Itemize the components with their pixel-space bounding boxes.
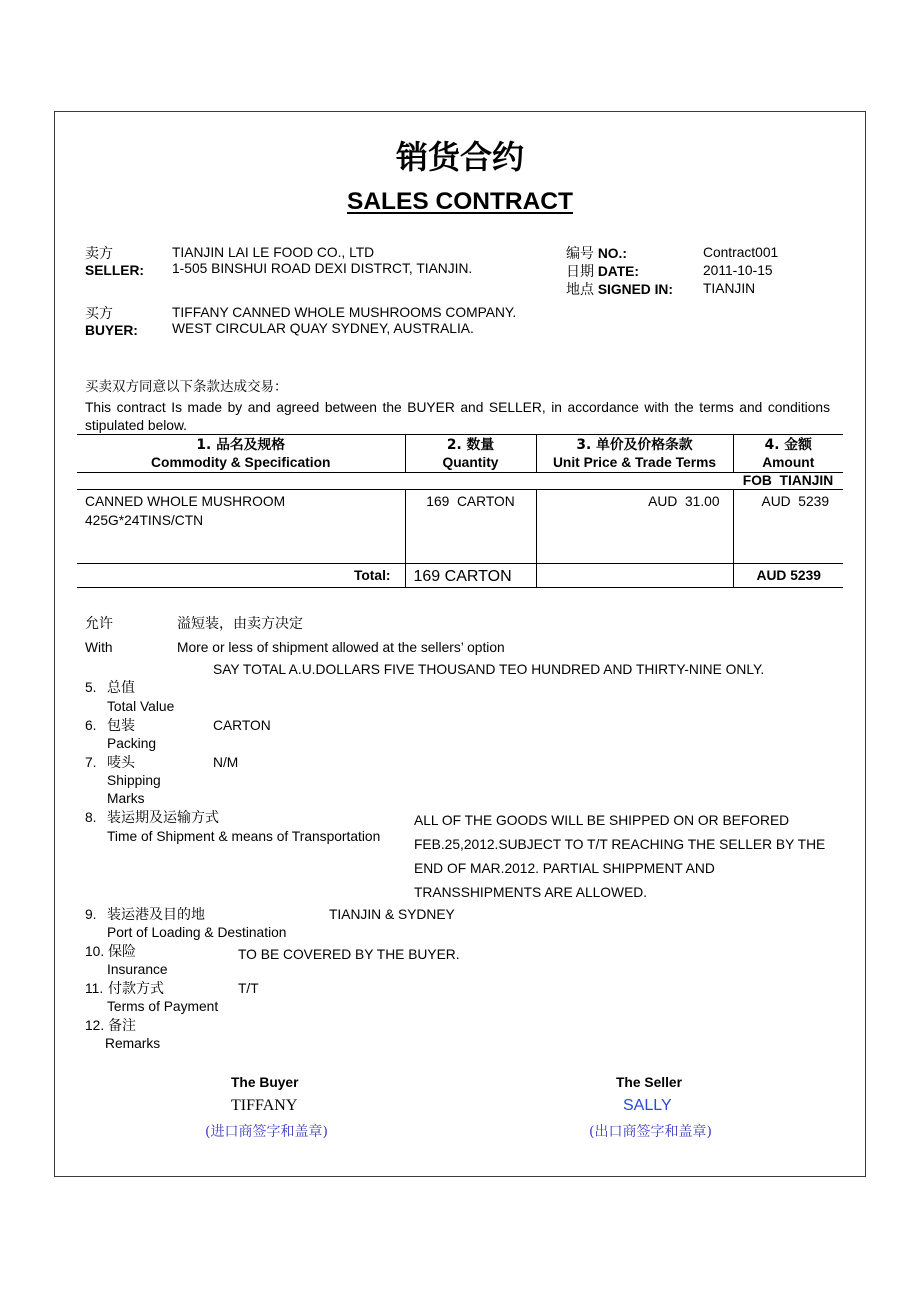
clause-7-number: 7. bbox=[85, 755, 97, 770]
title-english: SALES CONTRACT bbox=[347, 188, 573, 215]
allowance-label-english: With bbox=[85, 640, 113, 655]
seller-label-chinese: 卖方 bbox=[85, 246, 113, 262]
header-unit-price-english: Unit Price & Trade Terms bbox=[552, 455, 717, 470]
clause-12-label-chinese: 备注 bbox=[108, 1018, 136, 1034]
buyer-label: BUYER: bbox=[85, 323, 138, 338]
header-commodity-chinese: 1. 品名及规格 bbox=[196, 437, 286, 453]
table-header-row bbox=[77, 435, 843, 473]
header-quantity-chinese: 2. 数量 bbox=[446, 437, 495, 453]
trade-term-spacer bbox=[77, 473, 405, 490]
clause-7-label-english-line-2: Marks bbox=[107, 791, 145, 806]
allowance-label-chinese: 允许 bbox=[85, 616, 113, 632]
contract-no-label bbox=[566, 246, 627, 262]
shipment-terms bbox=[414, 809, 825, 905]
agreement-english-line-2: stipulated below. bbox=[85, 418, 188, 433]
total-quantity: 169 CARTON bbox=[405, 564, 536, 588]
clause-5-number: 5. bbox=[85, 680, 97, 695]
clause-11-label-english: Terms of Payment bbox=[107, 999, 219, 1014]
signed-in-value: TIANJIN bbox=[703, 281, 756, 296]
total-amount: AUD 5239 bbox=[733, 564, 843, 588]
trade-term-spacer bbox=[405, 473, 536, 490]
clause-10-label-english: Insurance bbox=[107, 962, 168, 977]
clause-10-label-chinese: 保险 bbox=[108, 944, 136, 960]
clause-7-label-chinese: 唛头 bbox=[107, 755, 135, 771]
contract-date-label bbox=[566, 264, 639, 280]
seller-signature-note: (出口商签字和盖章) bbox=[589, 1124, 712, 1140]
ports-value: TIANJIN & SYDNEY bbox=[329, 907, 455, 922]
quantity-cell: 169 CARTON bbox=[405, 490, 536, 564]
header-unit-price-chinese: 3. 单价及价格条款 bbox=[576, 437, 693, 453]
signed-in-label-english: SIGNED IN: bbox=[597, 282, 673, 297]
buyer-address: WEST CIRCULAR QUAY SYDNEY, AUSTRALIA. bbox=[172, 321, 474, 336]
buyer-name: TIFFANY CANNED WHOLE MUSHROOMS COMPANY. bbox=[172, 305, 517, 320]
clause-6-label-english: Packing bbox=[107, 736, 157, 751]
unit-price-cell: AUD 31.00 bbox=[536, 490, 733, 564]
contract-no-value: Contract001 bbox=[703, 245, 779, 260]
seller-label: SELLER: bbox=[85, 263, 145, 278]
clause-12-number: 12. bbox=[85, 1018, 105, 1033]
header-quantity-english: Quantity bbox=[442, 455, 499, 470]
contract-no-label-chinese: 编号 bbox=[566, 246, 594, 262]
allowance-text-english: More or less of shipment allowed at the sellers’ option bbox=[177, 640, 505, 655]
clause-6-number: 6. bbox=[85, 718, 97, 733]
buyer-signature-note: (进口商签字和盖章) bbox=[205, 1124, 328, 1140]
shipment-terms-line: TRANSSHIPMENTS ARE ALLOWED. bbox=[414, 885, 648, 900]
signed-in-label bbox=[566, 282, 673, 298]
agreement-english-line-1: This contract Is made by and agreed between the BUYER and SELLER, in accordance with the terms and conditions bbox=[85, 400, 830, 415]
total-unit-price-cell bbox=[536, 564, 733, 588]
contract-date-value: 2011-10-15 bbox=[703, 263, 773, 278]
buyer-label-chinese: 买方 bbox=[85, 306, 113, 322]
trade-term-spacer bbox=[536, 473, 733, 490]
header-unit-price bbox=[536, 435, 733, 473]
header-quantity bbox=[405, 435, 536, 473]
goods-table bbox=[77, 434, 843, 588]
contract-date-label-english: DATE: bbox=[597, 264, 639, 279]
trade-term-row bbox=[77, 473, 843, 490]
contract-no-label-english: NO.: bbox=[597, 246, 627, 261]
seller-signature-name: SALLY bbox=[623, 1097, 672, 1114]
amount-cell: AUD 5239 bbox=[733, 490, 843, 564]
clause-9-number: 9. bbox=[85, 907, 97, 922]
signed-in-label-chinese: 地点 bbox=[566, 282, 594, 298]
total-label: Total: bbox=[77, 564, 405, 588]
header-commodity bbox=[77, 435, 405, 473]
total-value-in-words: SAY TOTAL A.U.DOLLARS FIVE THOUSAND TEO HUNDRED AND THIRTY-NINE ONLY. bbox=[213, 662, 765, 677]
clause-11-label-chinese: 付款方式 bbox=[108, 981, 164, 997]
packing-value: CARTON bbox=[213, 718, 271, 733]
buyer-signature-title: The Buyer bbox=[231, 1075, 299, 1090]
buyer-signature-name: TIFFANY bbox=[231, 1097, 298, 1114]
shipment-terms-line: END OF MAR.2012. PARTIAL SHIPPMENT AND bbox=[414, 861, 715, 876]
clause-10-number: 10. bbox=[85, 944, 105, 959]
commodity-name: CANNED WHOLE MUSHROOM bbox=[85, 494, 286, 509]
clause-6-label-chinese: 包装 bbox=[107, 718, 135, 734]
table-row bbox=[77, 490, 843, 564]
seller-address: 1-505 BINSHUI ROAD DEXI DISTRCT, TIANJIN. bbox=[172, 261, 473, 276]
commodity-spec: 425G*24TINS/CTN bbox=[85, 513, 204, 528]
shipment-terms-line: FEB.25,2012.SUBJECT TO T/T REACHING THE SELLER BY THE bbox=[414, 837, 826, 852]
total-row bbox=[77, 564, 843, 588]
clause-5-label-chinese: 总值 bbox=[107, 680, 135, 696]
header-commodity-english: Commodity & Specification bbox=[151, 455, 331, 470]
clause-8-label-english: Time of Shipment & means of Transportation bbox=[107, 829, 381, 844]
seller-name: TIANJIN LAI LE FOOD CO., LTD bbox=[172, 245, 375, 260]
clause-9-label-english: Port of Loading & Destination bbox=[107, 925, 287, 940]
clause-8-label-chinese: 装运期及运输方式 bbox=[107, 810, 219, 826]
title-chinese: 销货合约 bbox=[395, 138, 524, 176]
commodity-cell bbox=[77, 490, 405, 564]
clause-5-label-english: Total Value bbox=[107, 699, 175, 714]
clause-7-label-english-line-1: Shipping bbox=[107, 773, 161, 788]
contract-date-label-chinese: 日期 bbox=[566, 264, 594, 280]
trade-term: FOB TIANJIN bbox=[733, 473, 843, 490]
seller-signature-title: The Seller bbox=[616, 1075, 682, 1090]
shipment-terms-line: ALL OF THE GOODS WILL BE SHIPPED ON OR BEFORED bbox=[414, 813, 790, 828]
clause-11-number: 11. bbox=[85, 981, 104, 996]
clause-9-label-chinese: 装运港及目的地 bbox=[107, 907, 205, 923]
clause-12-label-english: Remarks bbox=[105, 1036, 161, 1051]
payment-value: T/T bbox=[238, 981, 259, 996]
allowance-text-chinese: 溢短装，由卖方决定 bbox=[177, 616, 303, 632]
header-amount bbox=[733, 435, 843, 473]
header-amount-english: Amount bbox=[762, 455, 815, 470]
header-amount-chinese: 4. 金额 bbox=[764, 437, 812, 453]
agreement-chinese: 买卖双方同意以下条款达成交易： bbox=[85, 379, 288, 395]
clause-8-number: 8. bbox=[85, 810, 97, 825]
insurance-value: TO BE COVERED BY THE BUYER. bbox=[238, 947, 460, 962]
shipping-marks-value: N/M bbox=[213, 755, 239, 770]
